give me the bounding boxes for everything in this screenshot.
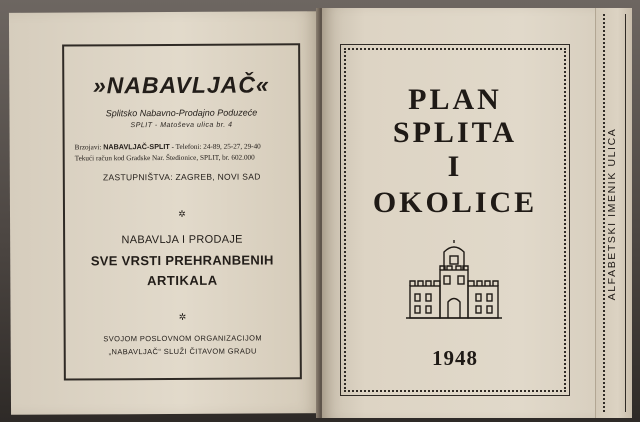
ad-products-line-2: ARTIKALA <box>147 272 218 289</box>
ad-subtitle: Splitsko Nabavno-Prodajno Poduzeće <box>105 107 258 119</box>
title-line: OKOLICE <box>372 186 538 219</box>
ad-address: SPLIT - Matoševa ulica br. 4 <box>130 121 233 130</box>
publication-year: 1948 <box>432 346 478 370</box>
phone-numbers: - Telefoni: 24-89, 25-27, 29-40 <box>169 142 261 151</box>
castle-emblem-icon <box>406 240 502 320</box>
ad-title: »NABAVLJAČ« <box>92 71 270 99</box>
left-page <box>9 11 321 415</box>
right-page <box>322 8 607 418</box>
star-ornament-icon: ✲ <box>178 311 187 322</box>
title-line: I <box>447 150 463 183</box>
star-ornament-icon: ✲ <box>178 208 186 219</box>
ad-contact-block <box>75 140 295 164</box>
bank-account: Tekući račun kod Gradske Nar. Štedionice, SPLIT, br. 602.000 <box>74 153 255 163</box>
spine-label: ALFABETSKI IMENIK ULICA <box>606 127 618 301</box>
title-frame <box>344 48 566 392</box>
telegram-value: NABAVLJAČ-SPLIT <box>103 141 170 152</box>
ad-branches: ZASTUPNIŠTVA: ZAGREB, NOVI SAD <box>102 171 261 183</box>
ad-footer-line: SVOJOM POSLOVNOM ORGANIZACIJOM <box>103 333 263 344</box>
telegram-label: Brzojavi: <box>74 143 104 152</box>
advertisement-frame <box>62 43 302 380</box>
ad-tagline: NABAVLJA I PRODAJE <box>121 233 243 247</box>
ad-footer-line-2: „NABAVLJAČ“ SLUŽI ČITAVOM GRADU <box>108 346 257 357</box>
index-spine <box>595 8 632 418</box>
title-line: SPLITA <box>392 116 518 149</box>
title-line: PLAN <box>408 83 502 116</box>
ad-products-line: SVE VRSTI PREHRANBENIH <box>90 252 274 269</box>
